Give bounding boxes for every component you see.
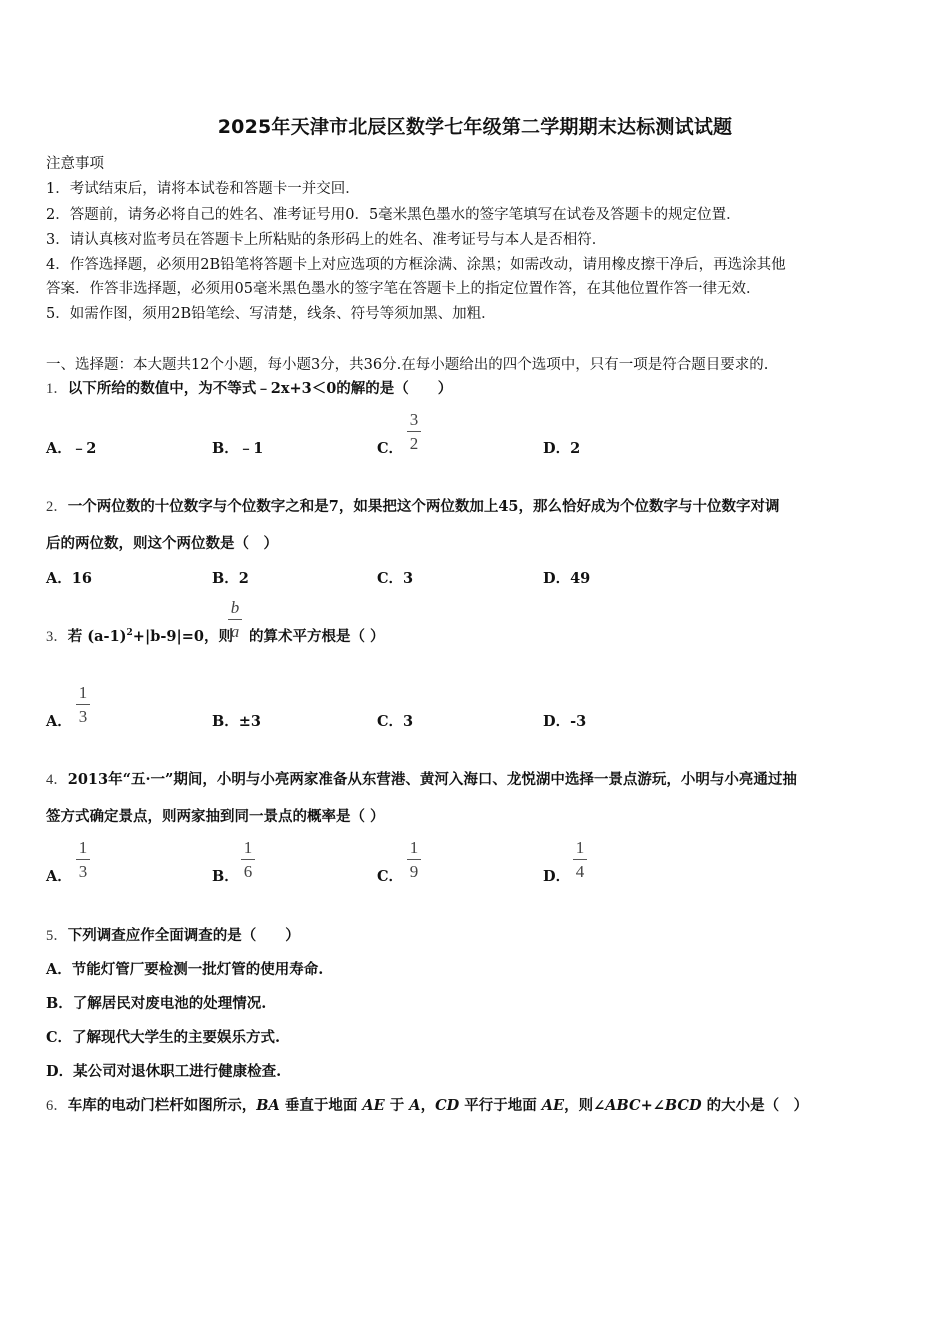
question-text: ， <box>420 1097 436 1114</box>
option-a: A．﹣2 <box>46 440 97 457</box>
option-d: D．2 <box>543 440 581 457</box>
option-b: B．﹣1 <box>212 440 264 457</box>
question-5 <box>46 924 300 945</box>
note-item-2: 2．答题前，请务必将自己的姓名、准考证号用0．5毫米黑色墨水的签字笔填写在试卷及答题卡的规定位置． <box>46 207 741 223</box>
question-4 <box>46 768 797 789</box>
fraction-b-over-a <box>228 598 242 642</box>
option-b <box>46 992 266 1013</box>
fraction <box>407 410 421 454</box>
math-var: CD <box>435 1097 460 1114</box>
option-b: B．2 <box>212 570 249 587</box>
page-title: 2025年天津市北辰区数学七年级第二学期期末达标测试试题 <box>217 116 733 138</box>
option-a: A．16 <box>46 570 92 587</box>
question-text: 的大小是（ ） <box>701 1097 809 1114</box>
option-d: D．-3 <box>543 713 587 730</box>
question-text: 垂直于地面 <box>279 1097 363 1114</box>
option-b: B． <box>212 868 239 885</box>
fraction <box>76 683 90 727</box>
option-d: D． <box>543 868 571 885</box>
numerator: b <box>230 598 240 617</box>
numerator: 1 <box>575 838 585 857</box>
denominator: 3 <box>78 862 88 881</box>
note-item-3: 3．请认真核对监考员在答题卡上所粘贴的条形码上的姓名、准考证号与本人是否相符． <box>46 232 607 248</box>
option-d <box>46 1060 281 1081</box>
option-c: C． <box>377 868 404 885</box>
question-text: 若 (a-1) <box>67 628 127 645</box>
question-text: +∠ <box>640 1097 665 1114</box>
note-item-1: 1．考试结束后，请将本试卷和答题卡一并交回． <box>46 181 360 197</box>
option-c <box>46 1026 280 1047</box>
denominator: a <box>230 622 240 641</box>
option-text: D．某公司对退休职工进行健康检查. <box>46 1063 282 1080</box>
option-a: A． <box>46 713 72 730</box>
question-3 <box>46 625 385 646</box>
fraction-bar <box>76 704 90 705</box>
fraction-bar <box>228 619 242 620</box>
fraction <box>573 838 587 882</box>
fraction-bar <box>573 859 587 860</box>
question-text: 下列调查应作全面调查的是（ ） <box>67 927 300 944</box>
question-number: 6． <box>46 1098 68 1114</box>
question-text: 平行于地面 <box>459 1097 542 1114</box>
question-6 <box>46 1094 808 1115</box>
question-text: 一个两位数的十位数字与个位数字之和是7，如果把这个两位数加上45，那么恰好成为个位数字与十位数字对调 <box>67 498 780 515</box>
option-text: A．节能灯管厂要检测一批灯管的使用寿命. <box>46 961 324 978</box>
math-var: AE <box>541 1097 565 1114</box>
denominator: 9 <box>409 862 419 881</box>
denominator: 2 <box>409 434 419 453</box>
math-var: BCD <box>664 1097 702 1114</box>
option-b: B．±3 <box>212 713 261 730</box>
question-text: ，则∠ <box>564 1097 606 1114</box>
numerator: 1 <box>78 683 88 702</box>
question-number: 4． <box>46 772 68 788</box>
notes-heading: 注意事项 <box>46 156 104 172</box>
section-heading: 一、选择题：本大题共12个小题，每小题3分，共36分.在每小题给出的四个选项中，只有一项是符合题目要求的. <box>46 357 769 373</box>
numerator: 1 <box>243 838 253 857</box>
question-text: 以下所给的数值中，为不等式﹣2x+3＜0的解的是（ ） <box>67 380 453 397</box>
option-c: C． <box>377 440 404 457</box>
option-c: C．3 <box>377 713 414 730</box>
question-4-cont <box>46 805 385 826</box>
fraction <box>407 838 421 882</box>
question-text: 后的两位数，则这个两位数是（ ） <box>46 535 278 552</box>
fraction-bar <box>76 859 90 860</box>
question-2-cont <box>46 532 278 553</box>
option-d: D．49 <box>543 570 591 587</box>
numerator: 1 <box>78 838 88 857</box>
question-text: +|b-9|=0，则 <box>132 628 233 645</box>
note-item-5: 5．如需作图，须用2B铅笔绘、写清楚，线条、符号等须加黑、加粗． <box>46 306 496 322</box>
fraction-bar <box>407 431 421 432</box>
option-text: B．了解居民对废电池的处理情况. <box>46 995 267 1012</box>
option-c: C．3 <box>377 570 414 587</box>
denominator: 4 <box>575 862 585 881</box>
note-item-4: 4．作答选择题，必须用2B铅笔将答题卡上对应选项的方框涂满、涂黑；如需改动，请用橡皮擦干净后，再选涂其他 <box>46 257 786 273</box>
numerator: 1 <box>409 838 419 857</box>
option-a <box>46 958 323 979</box>
question-2 <box>46 495 780 516</box>
fraction <box>241 838 255 882</box>
question-number: 3． <box>46 629 68 645</box>
exponent: 2 <box>126 628 133 639</box>
question-text: 车库的电动门栏杆如图所示， <box>67 1097 257 1114</box>
question-number: 2． <box>46 499 68 515</box>
option-text: C．了解现代大学生的主要娱乐方式. <box>46 1029 281 1046</box>
question-number: 1． <box>46 381 68 397</box>
question-text: 的算术平方根是（ ） <box>248 628 385 645</box>
question-text: 于 <box>384 1097 410 1114</box>
math-var: A <box>409 1097 421 1114</box>
option-a: A． <box>46 868 72 885</box>
fraction-bar <box>241 859 255 860</box>
numerator: 3 <box>409 410 419 429</box>
question-text: 2013年“五·一”期间，小明与小亮两家准备从东营港、黄河入海口、龙悦湖中选择一景点游玩，小明与小亮通过抽 <box>67 771 797 788</box>
question-text: 签方式确定景点，则两家抽到同一景点的概率是（ ） <box>46 808 385 825</box>
math-var: AE <box>362 1097 385 1114</box>
note-item-4-cont: 答案．作答非选择题，必须用05毫米黑色墨水的签字笔在答题卡上的指定位置作答，在其他位置作答一律无效． <box>46 281 761 297</box>
fraction-bar <box>407 859 421 860</box>
math-var: BA <box>256 1097 280 1114</box>
question-1 <box>46 377 452 398</box>
question-number: 5． <box>46 928 68 944</box>
denominator: 6 <box>243 862 253 881</box>
math-var: ABC <box>605 1097 641 1114</box>
fraction <box>76 838 90 882</box>
denominator: 3 <box>78 707 88 726</box>
